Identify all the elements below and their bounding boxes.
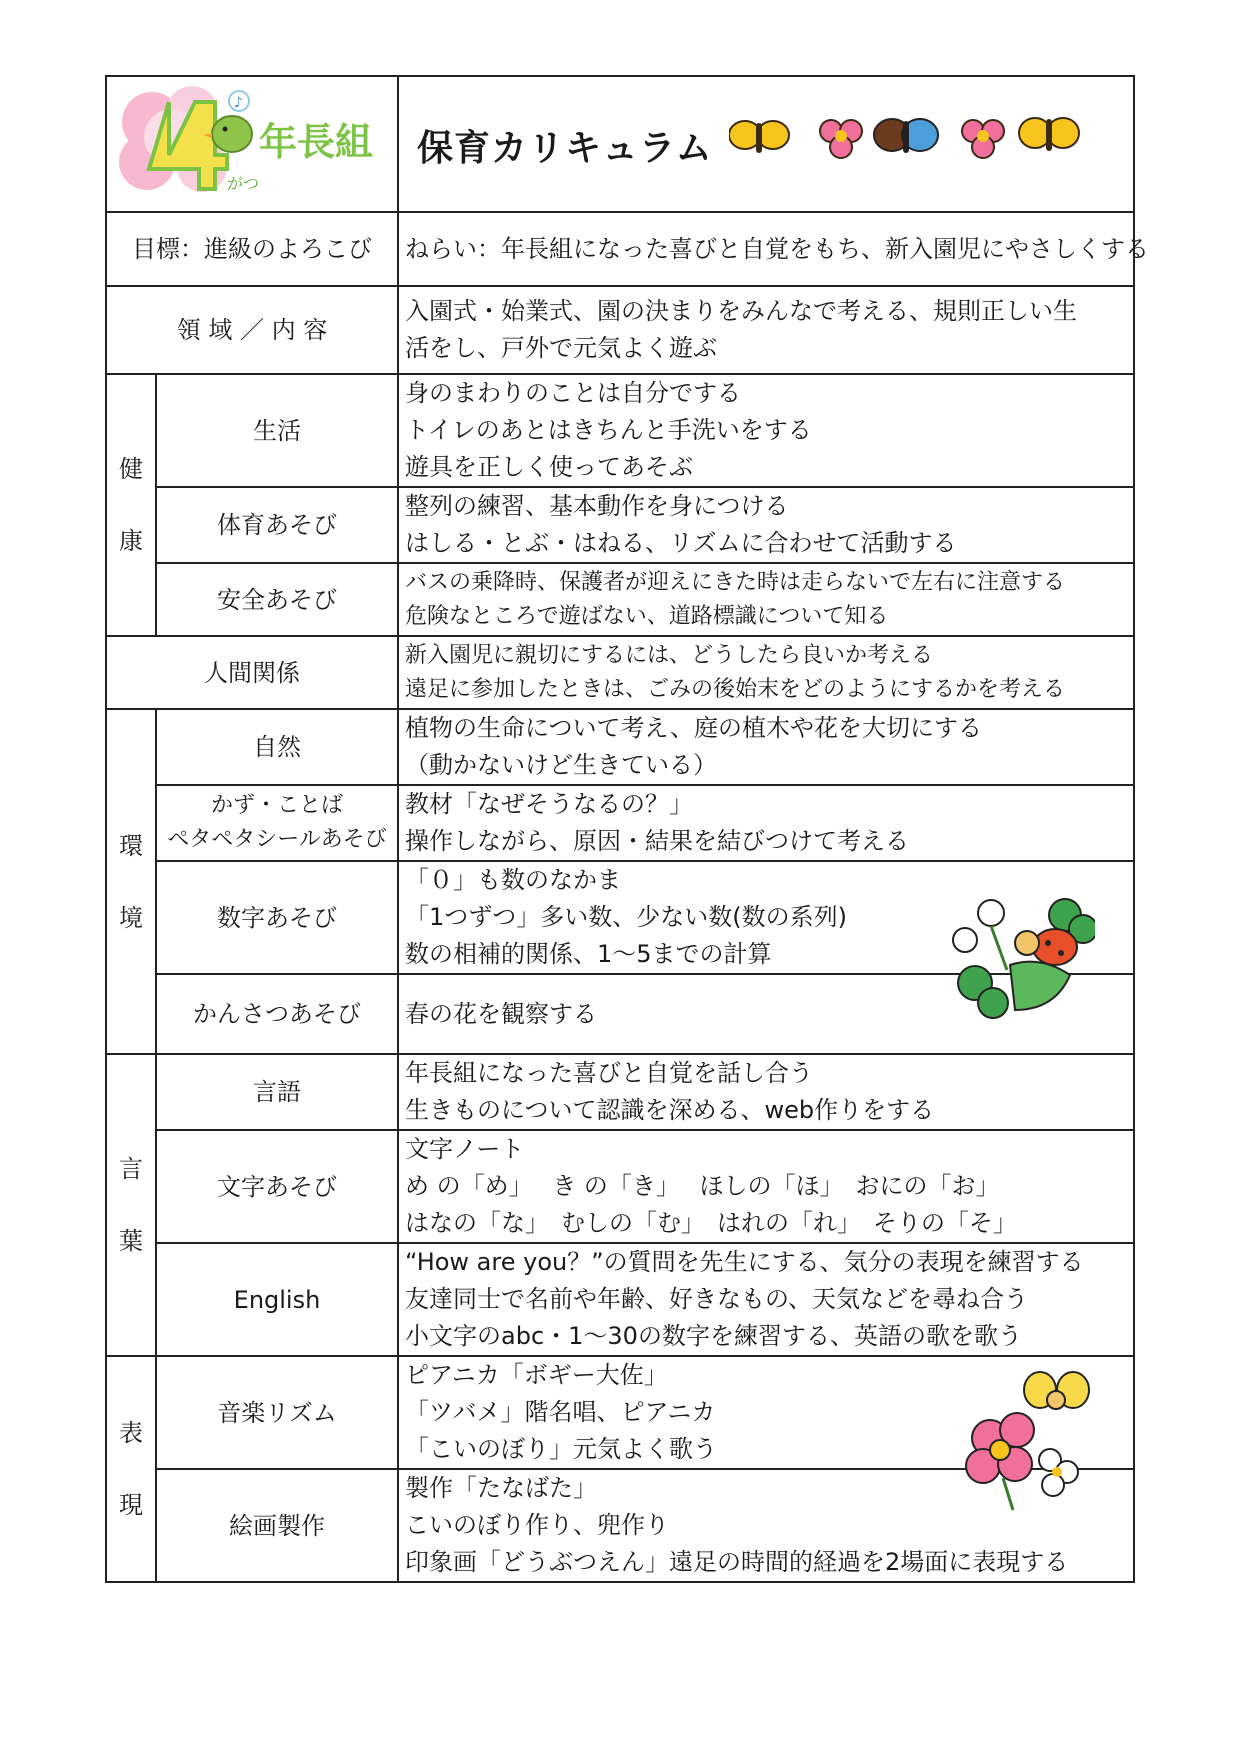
category-health: 健 康 [106,374,156,636]
title-cell [398,76,1134,212]
row-content-pe-play: 整列の練習、基本動作を身につける はしる・とぶ・はねる、リズムに合わせて活動する [398,487,1134,563]
row-label-relations: 人間関係 [106,636,398,709]
row-label-number-play: 数字あそび [156,861,398,974]
class-name: 年長組 [259,120,374,164]
ladybug-clover-illustration [945,895,1095,1025]
curriculum-table [105,75,1149,1583]
row-content-nature: 植物の生命について考え、庭の植木や花を大切にする （動かないけど生きている） [398,709,1134,785]
flower-butterfly-illustration [955,1360,1105,1520]
row-label-numbers-words: かず・ことば ペタペタシールあそび [156,785,398,861]
flower-icon [820,120,862,158]
aim-text: ねらい：年長組になった喜びと自覚をもち、新入園児にやさしくする [398,212,1134,286]
page-title: 保育カリキュラム [417,128,713,169]
row-content-life: 身のまわりのことは自分でする トイレのあとはきちんと手洗いをする 遊具を正しく使ってあそぶ [398,374,1134,487]
month-kana: がつ [227,174,260,193]
category-environment: 環 境 [106,709,156,1054]
row-content-numbers-words: 教材「なぜそうなるの？」 操作しながら、原因・結果を結びつけて考える [398,785,1134,861]
row-content-relations: 新入園児に親切にするには、どうしたら良いか考える 遠足に参加したときは、ごみの後始末をどのようにするかを考える [398,636,1134,709]
butterfly-icon [1024,1372,1089,1409]
row-content-art-craft: 製作「たなばた」 こいのぼり作り、兜作り 印象画「どうぶつえん」遠足の時間的経過を2場面に表現する [398,1469,1134,1582]
row-content-letter-play: 文字ノート め の「め」 き の「き」 ほしの「ほ」 おにの「お」 はなの「な」 むしの「む」 はれの「れ」 そりの「そ」 [398,1130,1134,1243]
row-label-life: 生活 [156,374,398,487]
domain-content-label: 領 域 ／ 内 容 [106,286,398,374]
row-label-observation-play: かんさつあそび [156,974,398,1054]
butterfly-icon [1019,118,1079,151]
month-logo [107,77,397,207]
music-note-icon [229,91,249,111]
goal-label: 目標：進級のよろこび [106,212,398,286]
row-content-observation-play: 春の花を観察する [398,974,1134,1054]
flower-icon [962,120,1004,158]
domain-content [398,286,1134,374]
row-label-letter-play: 文字あそび [156,1130,398,1243]
row-content-music-rhythm: ピアニカ「ボギー大佐」 「ツバメ」階名唱、ピアニカ 「こいのぼり」元気よく歌う [398,1356,1134,1469]
row-content-safety-play: バスの乗降時、保護者が迎えにきた時は走らないで左右に注意する 危険なところで遊ばない、道路標識について知る [398,563,1134,636]
row-label-art-craft: 絵画製作 [156,1469,398,1582]
svg-text:♪: ♪ [234,95,243,111]
row-label-pe-play: 体育あそび [156,487,398,563]
pink-flower-icon [966,1413,1034,1510]
row-content-english: “How are you？”の質問を先生にする、気分の表現を練習する 友達同士で名前や年齢、好きなもの、天気などを尋ね合う 小文字のabc・1〜30の数字を練習する、英語の歌を歌う [398,1243,1134,1356]
content-line: 活をし、戸外で元気よく遊ぶ [405,334,717,362]
white-flower-icon [953,900,1007,970]
row-label-music-rhythm: 音楽リズム [156,1356,398,1469]
row-label-nature: 自然 [156,709,398,785]
row-label-english: English [156,1243,398,1356]
butterfly-icon [729,121,789,153]
white-flower-icon [1039,1449,1078,1496]
row-content-number-play: 「０」も数のなかま 「1つずつ」多い数、少ない数(数の系列) 数の相補的関係、1〜5までの計算 [398,861,1134,974]
row-label-speech: 言語 [156,1054,398,1130]
butterflies-flowers-decoration [729,107,1129,177]
row-content-speech: 年長組になった喜びと自覚を話し合う 生きものについて認識を深める、web作りをする [398,1054,1134,1130]
month-logo-cell [106,76,398,212]
ladybug-icon [1015,929,1077,965]
category-language: 言 葉 [106,1054,156,1356]
category-expression: 表 現 [106,1356,156,1582]
row-label-safety-play: 安全あそび [156,563,398,636]
curriculum-sheet [105,75,1149,1583]
content-line: 入園式・始業式、園の決まりをみんなで考える、規則正しい生 [405,297,1077,325]
butterfly-icon [874,119,938,153]
